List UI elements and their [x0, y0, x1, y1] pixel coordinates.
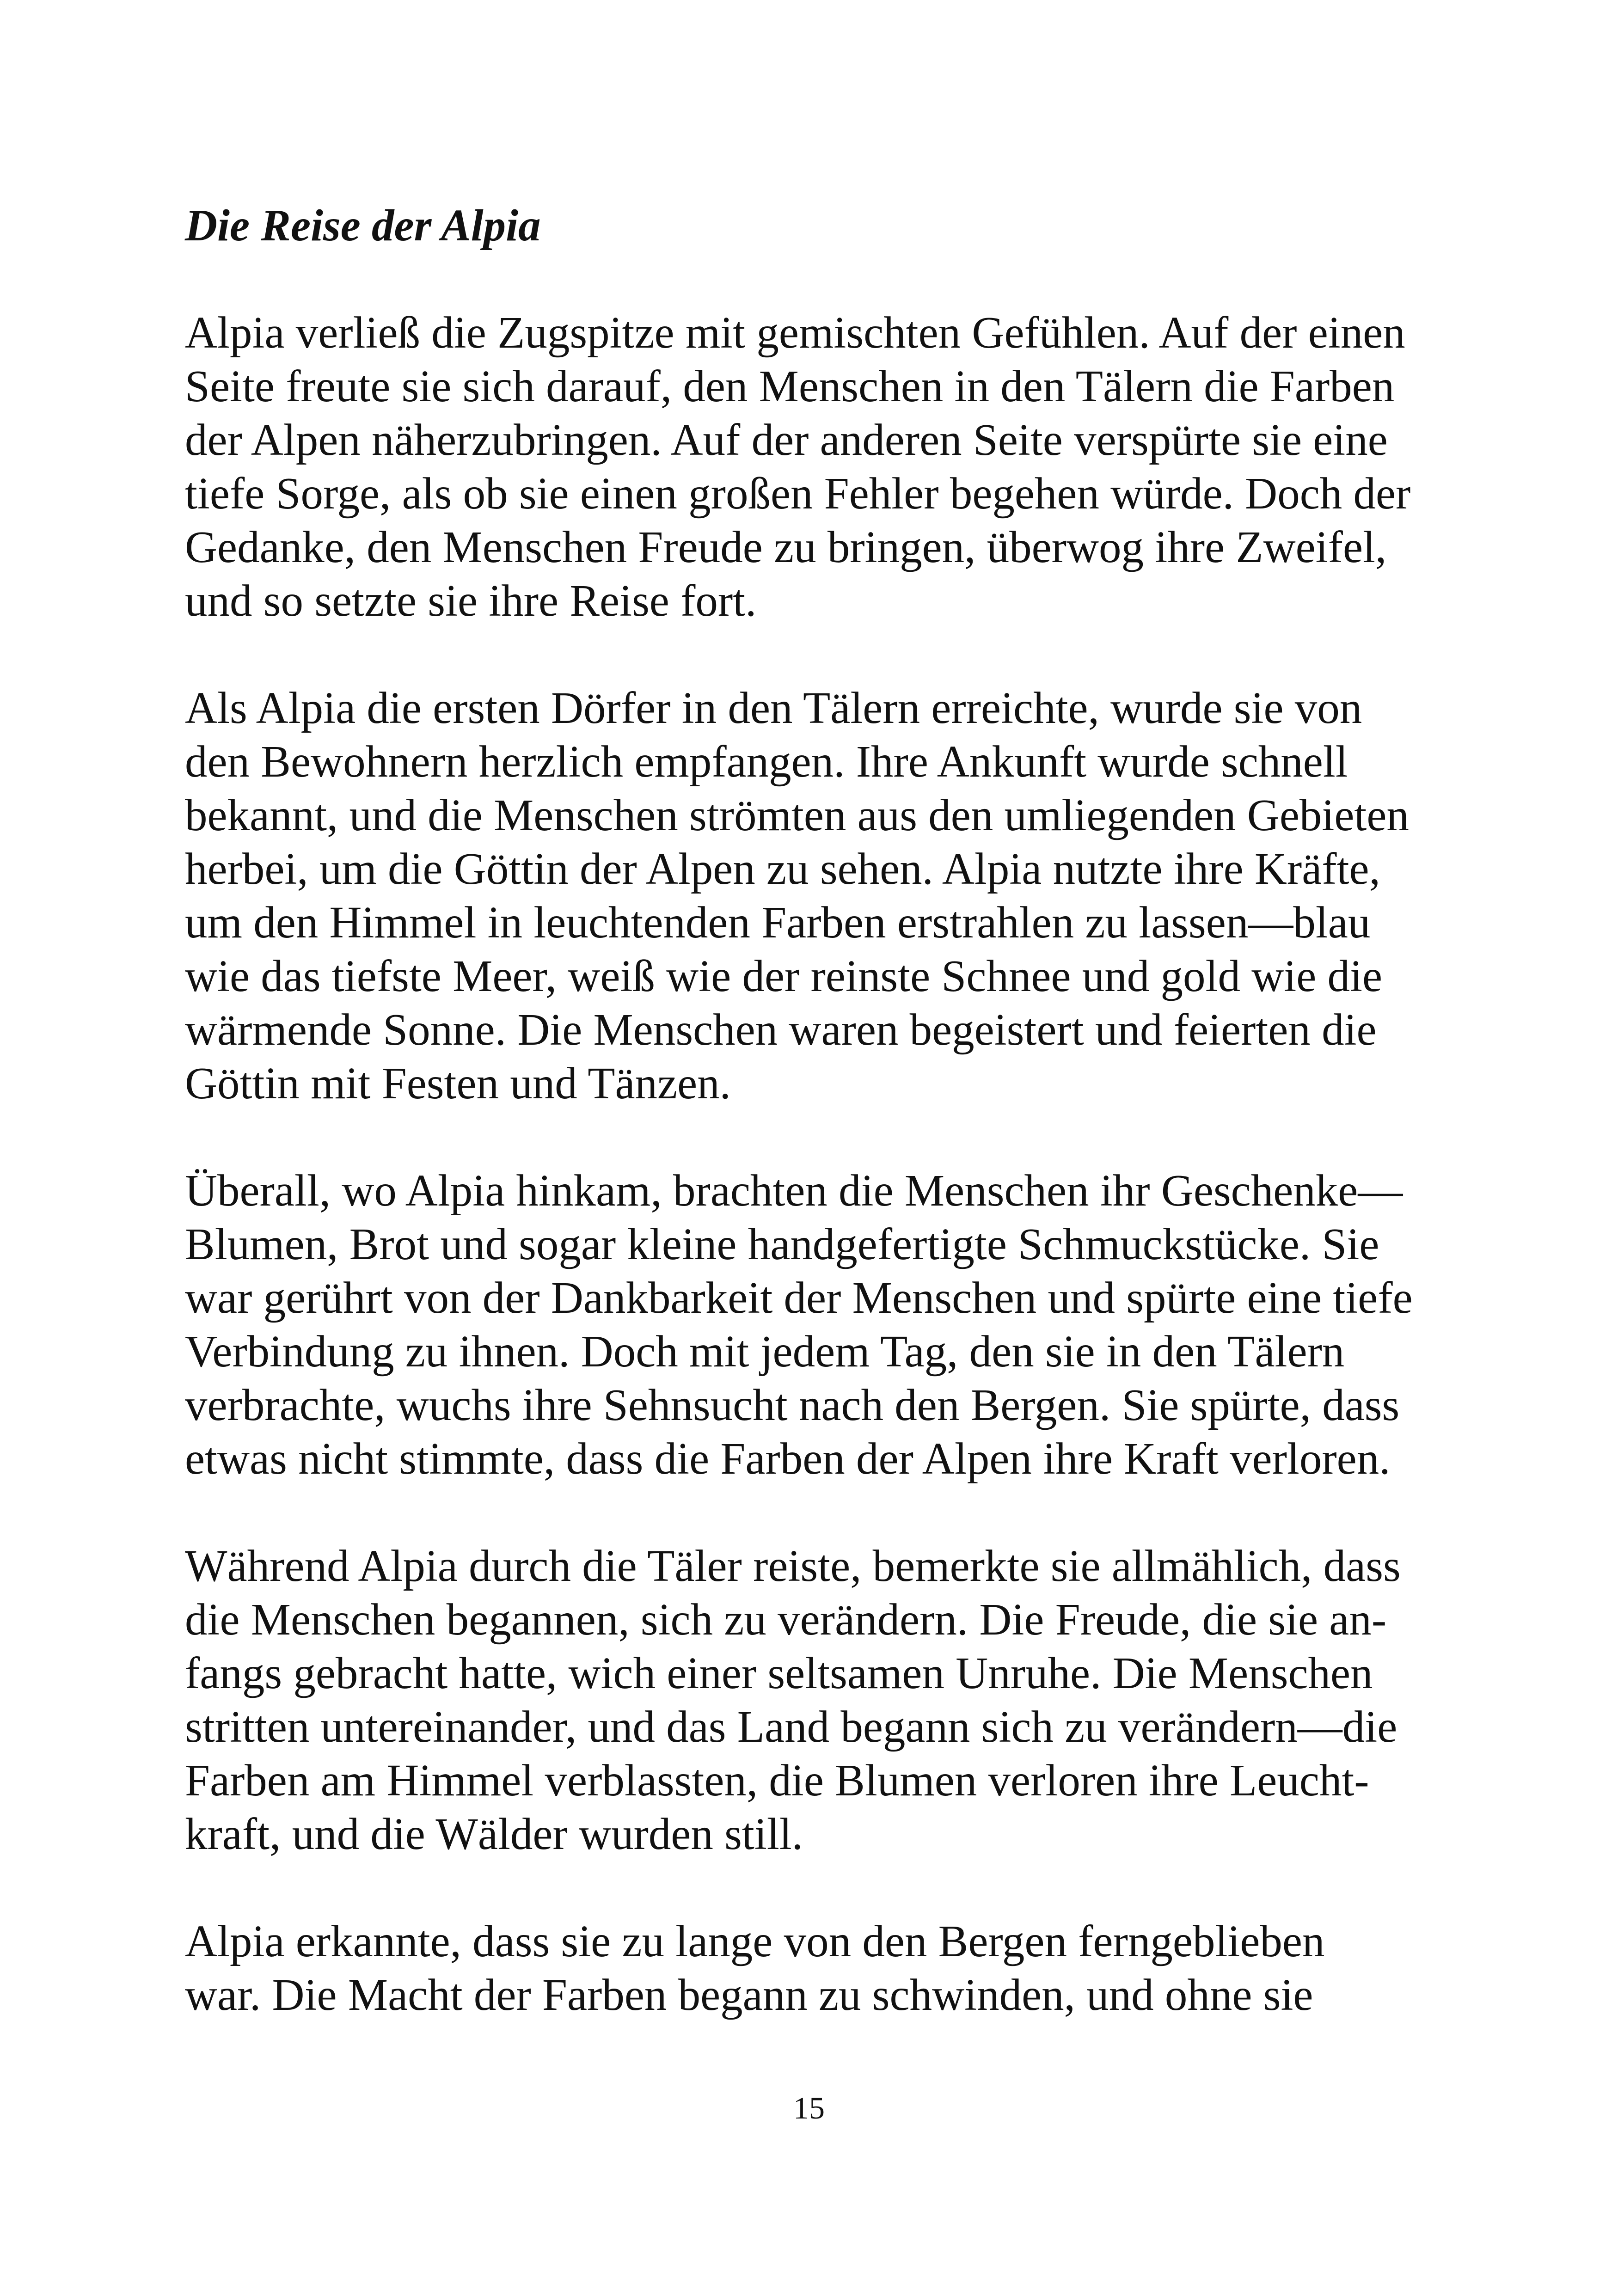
text-line: etwas nicht stimmte, dass die Farben der Alpen ihre Kraft verloren.	[185, 1434, 1391, 1483]
paragraph-gap	[185, 628, 1470, 681]
paragraph-gap	[185, 1486, 1470, 1539]
paragraph	[185, 681, 1470, 1110]
text-line: Als Alpia die ersten Dörfer in den Tälern erreichte, wurde sie von	[185, 683, 1362, 733]
text-line: Seite freute sie sich darauf, den Menschen in den Tälern die Farben	[185, 361, 1395, 411]
text-line: wie das tiefste Meer, weiß wie der reinste Schnee und gold wie die	[185, 951, 1383, 1001]
text-line: bekannt, und die Menschen strömten aus den umliegenden Gebieten	[185, 790, 1409, 840]
text-block	[185, 199, 1470, 2022]
text-line: den Bewohnern herzlich empfangen. Ihre Ankunft wurde schnell	[185, 737, 1348, 786]
text-line: war. Die Macht der Farben begann zu schwinden, und ohne sie	[185, 1970, 1313, 2020]
paragraph	[185, 306, 1470, 628]
text-line: Alpia erkannte, dass sie zu lange von den Bergen ferngeblieben	[185, 1916, 1325, 1966]
chapter-title: Die Reise der Alpia	[185, 201, 541, 250]
text-line: kraft, und die Wälder wurden still.	[185, 1809, 803, 1859]
paragraph-gap	[185, 1110, 1470, 1164]
text-line: Alpia verließ die Zugspitze mit gemischten Gefühlen. Auf der einen	[185, 308, 1405, 357]
paragraph	[185, 1164, 1470, 1486]
text-line: Göttin mit Festen und Tänzen.	[185, 1059, 731, 1108]
text-line: Blumen, Brot und sogar kleine handgefertigte Schmuckstücke. Sie	[185, 1219, 1379, 1269]
text-line: um den Himmel in leuchtenden Farben erstrahlen zu lassen—blau	[185, 898, 1371, 947]
text-line: Verbindung zu ihnen. Doch mit jedem Tag, den sie in den Tälern	[185, 1327, 1345, 1376]
text-line: tiefe Sorge, als ob sie einen großen Fehler begehen würde. Doch der	[185, 469, 1411, 518]
text-line: wärmende Sonne. Die Menschen waren begeistert und feierten die	[185, 1005, 1377, 1054]
text-line: Während Alpia durch die Täler reiste, bemerkte sie allmählich, dass	[185, 1541, 1401, 1591]
text-line: verbrachte, wuchs ihre Sehnsucht nach den Bergen. Sie spürte, dass	[185, 1380, 1400, 1430]
page-number: 15	[793, 2090, 825, 2125]
text-line: war gerührt von der Dankbarkeit der Menschen und spürte eine tiefe	[185, 1273, 1413, 1322]
text-line: herbei, um die Göttin der Alpen zu sehen. Alpia nutzte ihre Kräfte,	[185, 844, 1380, 894]
paragraph	[185, 1539, 1470, 1861]
text-line: die Menschen begannen, sich zu verändern. Die Freude, die sie an-	[185, 1595, 1387, 1644]
text-line: der Alpen näherzubringen. Auf der anderen Seite verspürte sie eine	[185, 415, 1388, 465]
paragraphs	[185, 306, 1470, 2022]
paragraph-gap	[185, 1861, 1470, 1915]
text-line: stritten untereinander, und das Land begann sich zu verändern—die	[185, 1702, 1397, 1751]
text-line: und so setzte sie ihre Reise fort.	[185, 576, 757, 625]
text-line: Überall, wo Alpia hinkam, brachten die Menschen ihr Geschenke—	[185, 1166, 1403, 1215]
text-line: fangs gebracht hatte, wich einer seltsamen Unruhe. Die Menschen	[185, 1648, 1373, 1698]
text-line: Gedanke, den Menschen Freude zu bringen, überwog ihre Zweifel,	[185, 522, 1387, 572]
paragraph-gap	[185, 252, 1470, 306]
text-line: Farben am Himmel verblassten, die Blumen verloren ihre Leucht-	[185, 1756, 1369, 1805]
paragraph	[185, 1915, 1470, 2022]
